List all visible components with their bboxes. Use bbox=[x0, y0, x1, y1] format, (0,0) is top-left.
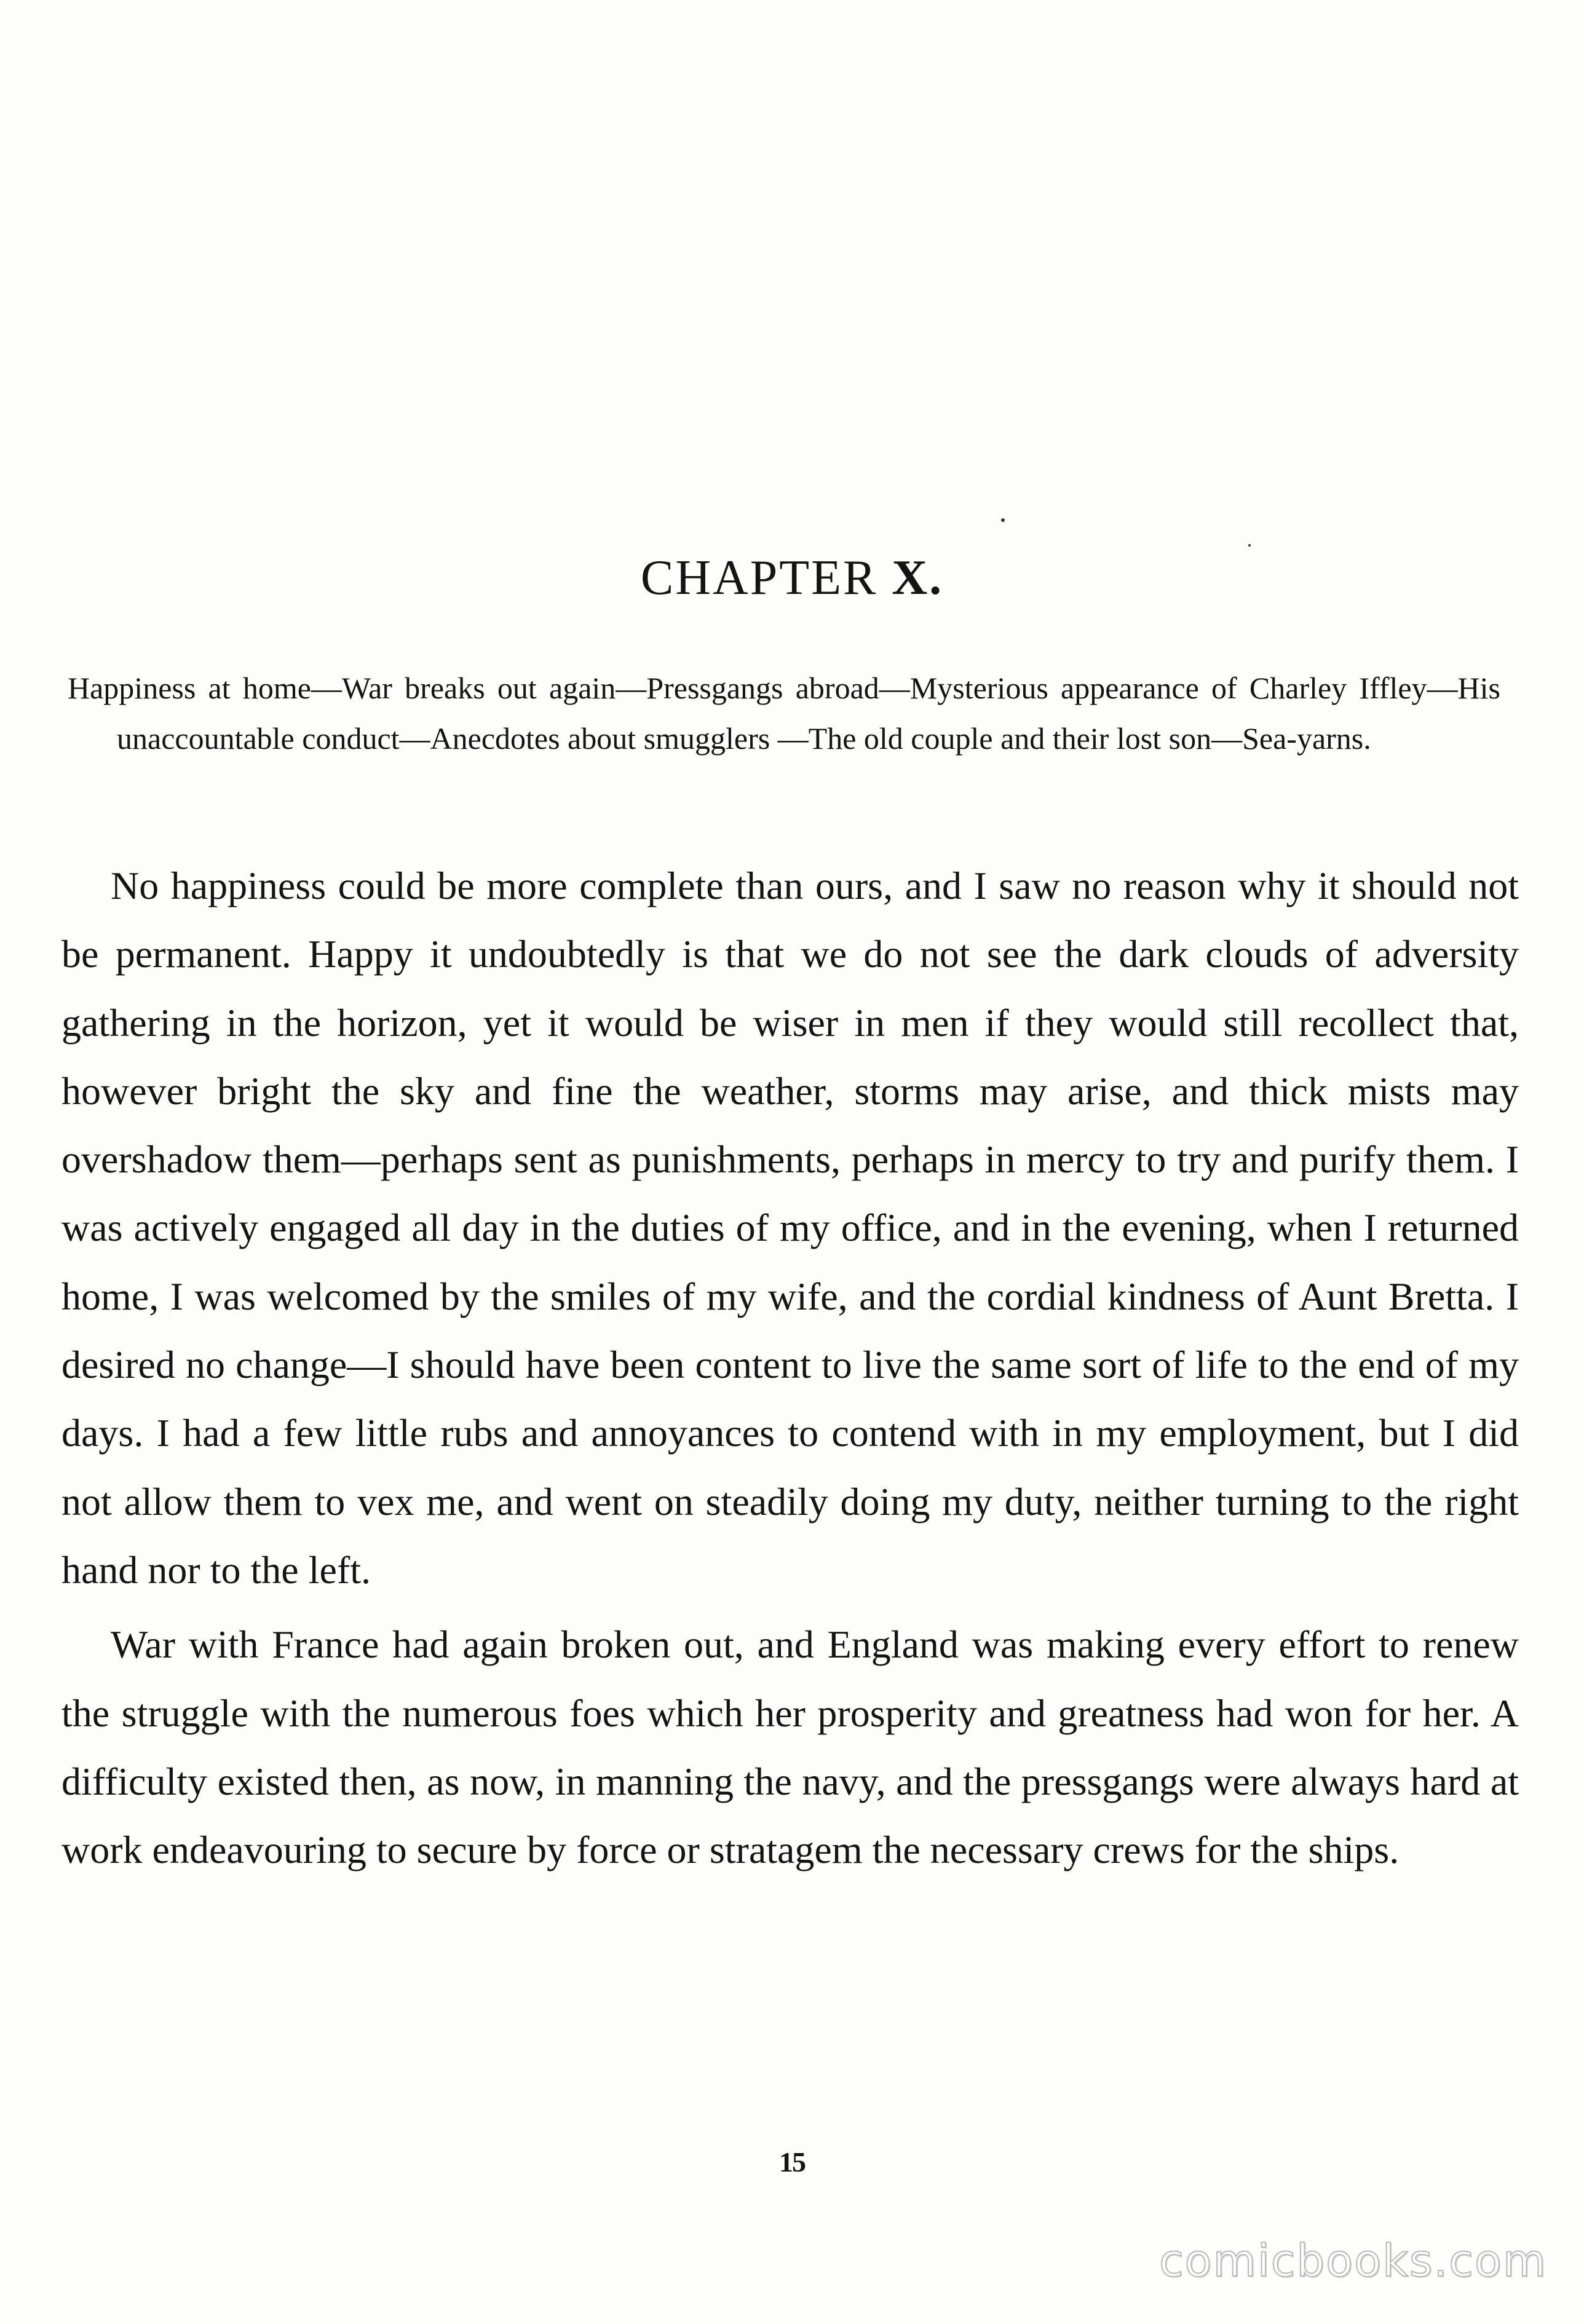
ink-speck bbox=[1248, 544, 1251, 547]
chapter-synopsis bbox=[68, 663, 1500, 764]
paragraph: No happiness could be more complete than ours, and I saw no reason why it should not be permanent. Happy it undoubtedly is that we do not see the dark clouds of adversity gathering in the horizon, yet it would be wiser in men if they would still recollect that, however bright the sky and fine the weather, storms may arise, and thick mists may overshadow them—perhaps sent as punishments, perhaps in mercy to try and purify them. I was actively engaged all day in the duties of my office, and in the evening, when I returned home, I was welcomed by the smiles of my wife, and the cordial kindness of Aunt Bretta. I desired no change—I should have been content to live the same sort of life to the end of my days. I had a few little rubs and annoyances to contend with in my employment, but I did not allow them to vex me, and went on steadily doing my duty, neither turning to the right hand nor to the left. bbox=[61, 864, 1519, 1592]
page-number: 15 bbox=[779, 2146, 805, 2178]
chapter-heading bbox=[0, 550, 1584, 606]
chapter-numeral: X. bbox=[892, 551, 944, 605]
paragraph: War with France had again broken out, and England was making every effort to renew the struggle with the numerous foes which her prosperity and greatness had won for her. A difficulty existed then, as now, in manning the navy, and the pressgangs were always hard at work endeavouring to secure by force or stratagem the necessary crews for the ships. bbox=[61, 1622, 1519, 1872]
chapter-label: CHAPTER bbox=[640, 551, 878, 605]
watermark-logo: comicbooks.com bbox=[1158, 2235, 1547, 2286]
chapter-body bbox=[61, 852, 1519, 1884]
chapter-synopsis-text: Happiness at home—War breaks out again—Pressgangs abroad—Mysterious appearance of Charley Iffley—His unaccountable conduct—Anecdotes about smugglers —The old couple and their lost son—Sea-yarns. bbox=[68, 671, 1500, 756]
ink-speck bbox=[1001, 518, 1005, 522]
